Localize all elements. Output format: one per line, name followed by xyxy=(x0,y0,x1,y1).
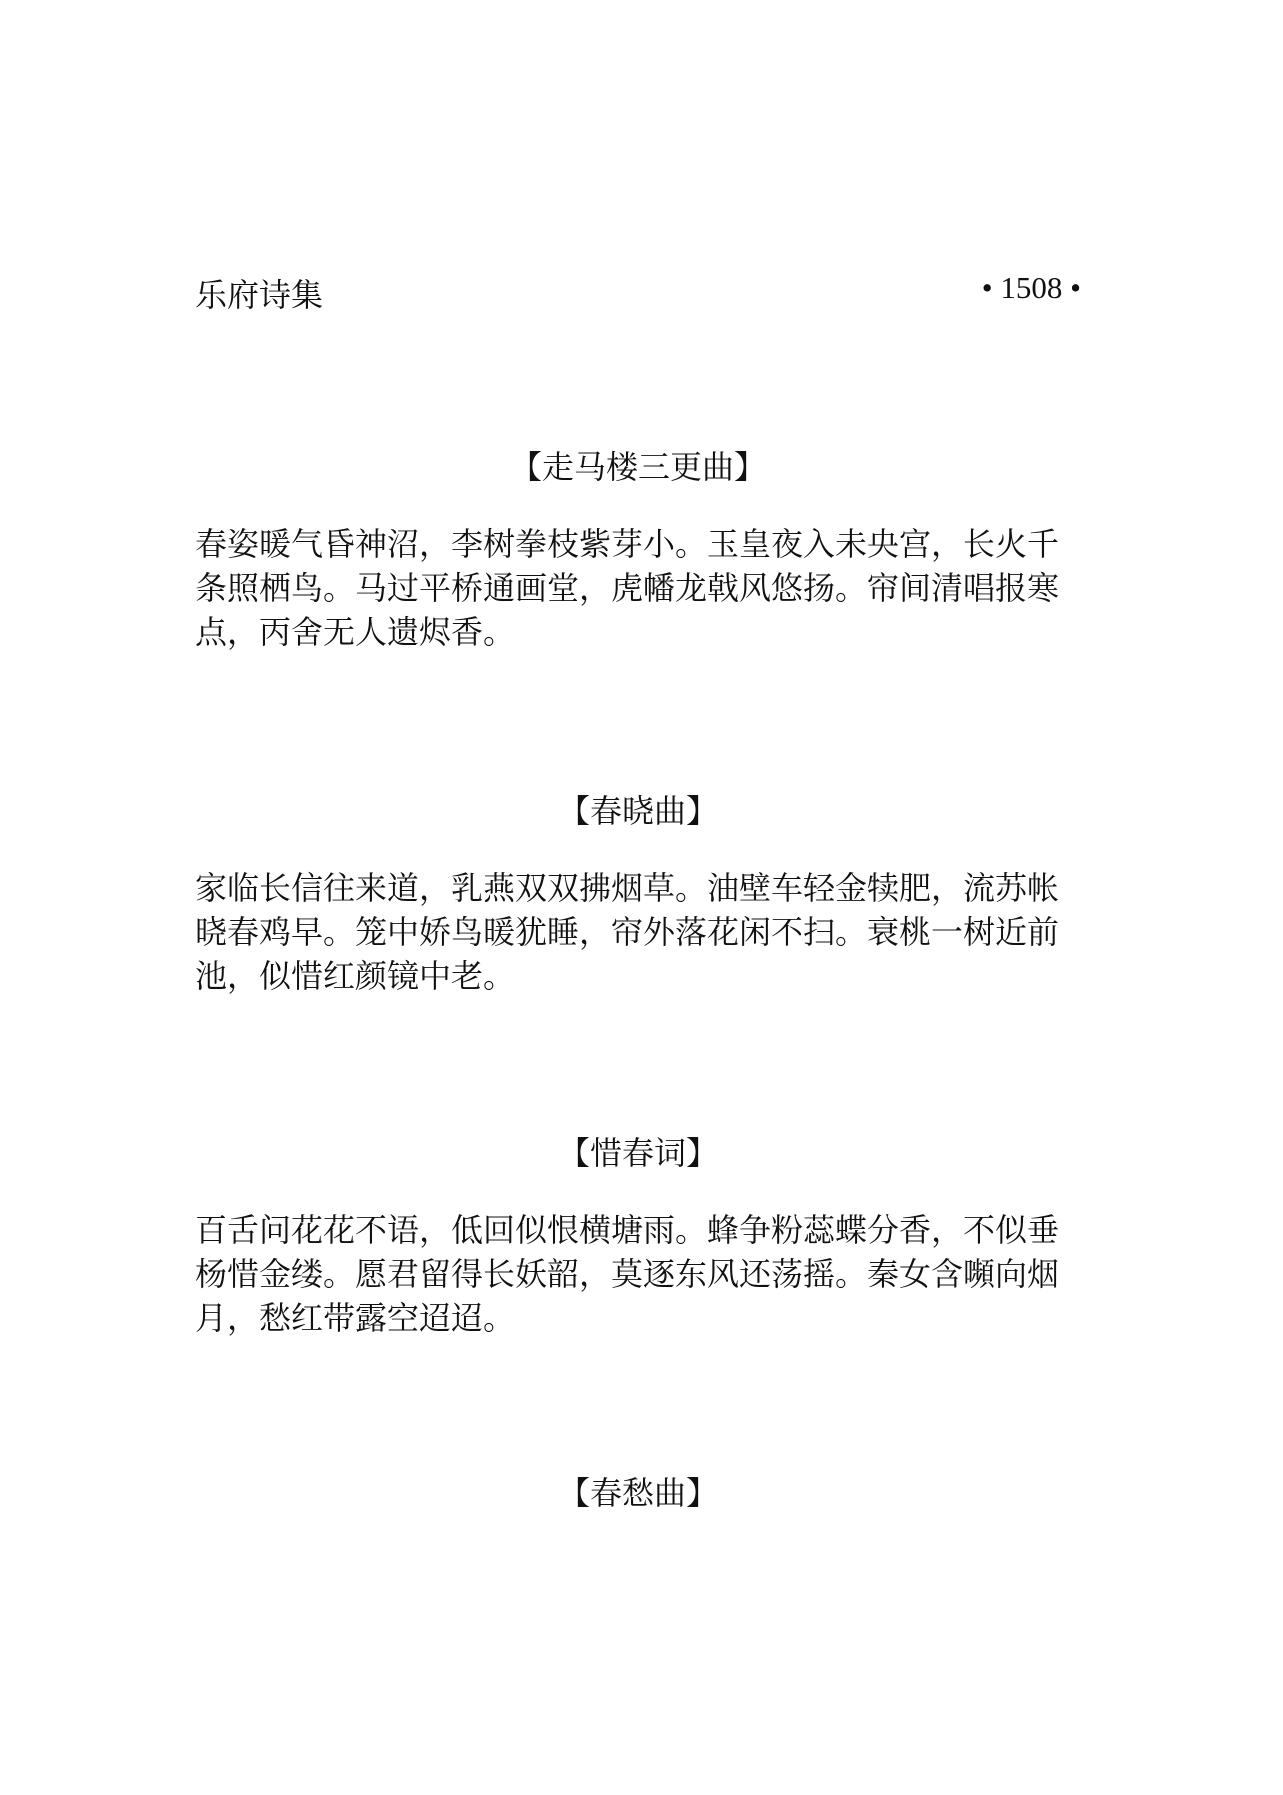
poem-text: 百舌问花花不语，低回似恨横塘雨。蜂争粉蕊蝶分香，不似垂杨惜金缕。愿君留得长妖韶，莫逐东风还荡摇。秦女含嚬向烟月，愁红带露空迢迢。 xyxy=(195,1211,1060,1337)
poem-text: 春姿暖气昏神沼，李树拳枝紫芽小。玉皇夜入未央宫，长火千条照栖鸟。马过平桥通画堂，虎幡龙戟风悠扬。帘间清唱报寒点，丙舍无人遗烬香。 xyxy=(195,525,1060,651)
poem-title: 【走马楼三更曲】 xyxy=(509,448,766,486)
poem-title: 【惜春词】 xyxy=(557,1134,718,1172)
poem-title: 【春晓曲】 xyxy=(557,792,718,830)
poem-text: 家临长信往来道，乳燕双双拂烟草。油壁车轻金犊肥，流苏帐晓春鸡早。笼中娇鸟暖犹睡，帘外落花闲不扫。衰桃一树近前池，似惜红颜镜中老。 xyxy=(195,869,1060,995)
running-header xyxy=(195,270,1081,320)
poem-title: 【春愁曲】 xyxy=(557,1474,718,1512)
page-number: • 1508 • xyxy=(981,270,1081,305)
book-title: 乐府诗集 xyxy=(195,276,324,314)
